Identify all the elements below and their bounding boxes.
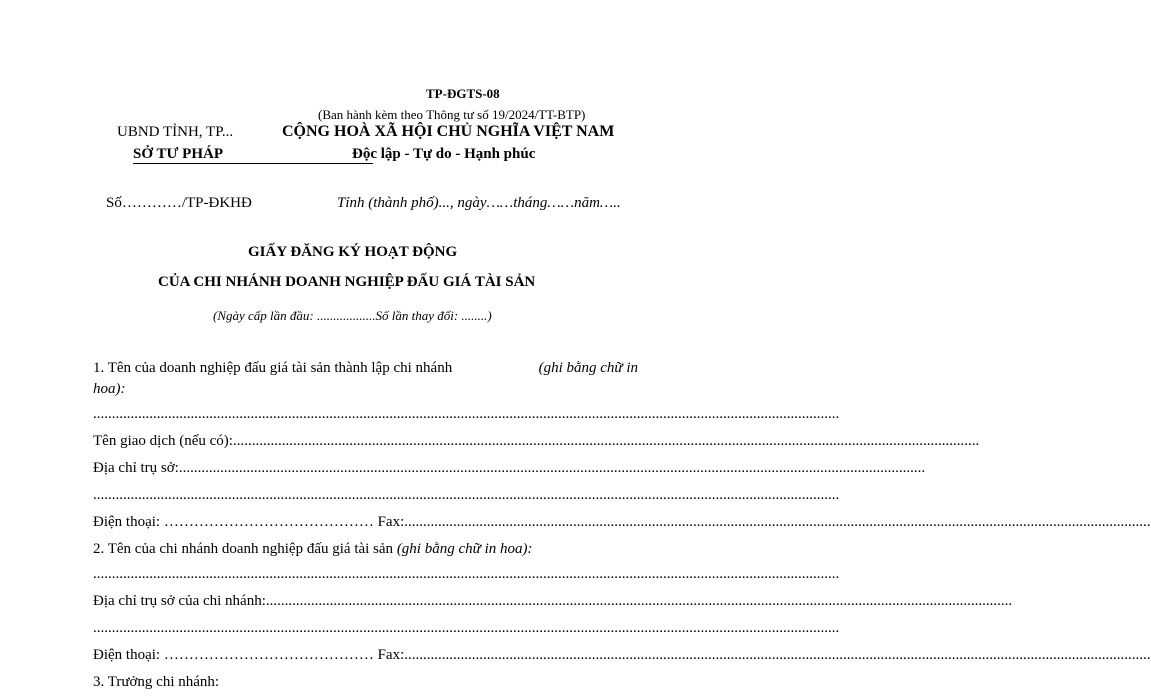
- document-number: Số…………/TP-ĐKHĐ: [106, 195, 252, 211]
- authority-underline: [133, 163, 218, 164]
- trade-name-label: Tên giao dịch (nếu có):: [93, 433, 233, 449]
- document-title-line1: GIẤY ĐĂNG KÝ HOẠT ĐỘNG: [248, 244, 458, 260]
- document-title-line2: CỦA CHI NHÁNH DOANH NGHIỆP ĐẤU GIÁ TÀI SẢN: [158, 274, 536, 290]
- authority-department: SỞ TƯ PHÁP: [133, 146, 224, 162]
- section-1-hint-cont: hoa):: [93, 381, 126, 397]
- address-label: Địa chỉ trụ sở:: [93, 460, 179, 476]
- branch-address-row: [93, 593, 1013, 610]
- section-2-hint: (ghi bằng chữ in hoa):: [396, 541, 533, 557]
- fax-label: Fax:: [377, 514, 405, 530]
- dot-leader: .......................................................................................................................................................................................................: [93, 566, 840, 582]
- phone-label: Điện thoại:: [93, 514, 161, 530]
- fax-label: Fax:: [377, 647, 405, 663]
- branch-phone-fax-row: [93, 647, 1151, 664]
- section-1-heading: [93, 360, 638, 377]
- national-motto: Độc lập - Tự do - Hạnh phúc: [352, 146, 536, 162]
- blank-line-4: [93, 620, 840, 637]
- blank-line-2: [93, 487, 840, 504]
- place-and-date: Tỉnh (thành phố)..., ngày……tháng……năm…..: [337, 195, 621, 211]
- dot-leader: .......................................................................................................................................................................................................: [265, 593, 1013, 609]
- dot-leader: .......................................................................................................................................................................................................: [404, 514, 1151, 530]
- authority-province: UBND TỈNH, TP...: [117, 124, 234, 140]
- dot-leader: .......................................................................................................................................................................................................: [93, 487, 840, 503]
- phone-fax-row: [93, 514, 1151, 531]
- blank-line-3: [93, 566, 840, 583]
- motto-underline: [218, 163, 373, 164]
- address-row: [93, 460, 926, 477]
- dot-leader: .......................................................................................................................................................................................................: [404, 647, 1151, 663]
- section-2-text: 2. Tên của chi nhánh doanh nghiệp đấu giá tài sản: [93, 541, 394, 557]
- section-1-text: 1. Tên của doanh nghiệp đấu giá tài sản thành lập chi nhánh: [93, 360, 453, 376]
- trade-name-row: [93, 433, 980, 450]
- nation-title: CỘNG HOÀ XÃ HỘI CHỦ NGHĨA VIỆT NAM: [282, 123, 615, 140]
- section-3-heading: 3. Trưởng chi nhánh:: [93, 674, 220, 690]
- phone-dots: ……………………………………: [163, 647, 374, 663]
- form-code: TP-ĐGTS-08: [426, 86, 500, 101]
- phone-dots: ……………………………………: [163, 514, 374, 530]
- section-1-hint: (ghi bằng chữ in: [538, 360, 638, 376]
- branch-address-label: Địa chỉ trụ sở của chi nhánh:: [93, 593, 266, 609]
- issued-with-note: (Ban hành kèm theo Thông tư số 19/2024/TT-BTP): [318, 107, 586, 122]
- dot-leader: .......................................................................................................................................................................................................: [178, 460, 926, 476]
- dot-leader: .......................................................................................................................................................................................................: [232, 433, 980, 449]
- issuance-note: (Ngày cấp lần đầu: ..................Số lần thay đổi: ........): [213, 308, 492, 323]
- section-2-heading: [93, 541, 638, 558]
- blank-line-1: [93, 406, 840, 423]
- dot-leader: .......................................................................................................................................................................................................: [93, 406, 840, 422]
- dot-leader: .......................................................................................................................................................................................................: [93, 620, 840, 636]
- phone-label: Điện thoại:: [93, 647, 161, 663]
